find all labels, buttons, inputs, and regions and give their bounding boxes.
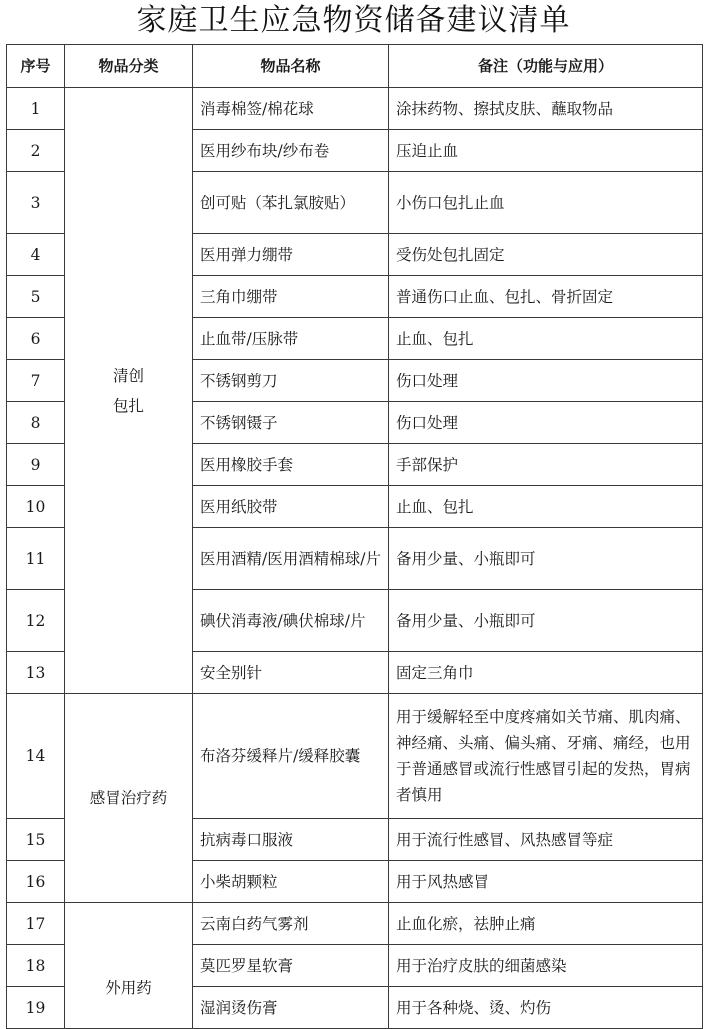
- row-number: 17: [7, 903, 65, 945]
- item-name: 医用酒精/医用酒精棉球/片: [193, 528, 389, 590]
- item-note: 涂抹药物、擦拭皮肤、蘸取物品: [389, 88, 703, 130]
- row-number: 10: [7, 486, 65, 528]
- item-name: 医用弹力绷带: [193, 234, 389, 276]
- row-number: 4: [7, 234, 65, 276]
- item-note: 小伤口包扎止血: [389, 172, 703, 234]
- category-cell-cold-medicine: [65, 694, 193, 903]
- item-name: 三角巾绷带: [193, 276, 389, 318]
- item-note: 固定三角巾: [389, 652, 703, 694]
- item-name: 莫匹罗星软膏: [193, 945, 389, 987]
- item-name: 碘伏消毒液/碘伏棉球/片: [193, 590, 389, 652]
- item-name: 消毒棉签/棉花球: [193, 88, 389, 130]
- item-name: 小柴胡颗粒: [193, 861, 389, 903]
- item-name: 医用橡胶手套: [193, 444, 389, 486]
- item-name: 湿润烫伤膏: [193, 987, 389, 1029]
- item-name: 抗病毒口服液: [193, 819, 389, 861]
- item-name: 不锈钢镊子: [193, 402, 389, 444]
- row-number: 7: [7, 360, 65, 402]
- category-label: 感冒治疗药: [89, 789, 168, 807]
- item-note: 用于流行性感冒、风热感冒等症: [389, 819, 703, 861]
- item-name: 创可贴（苯扎氯胺贴）: [193, 172, 389, 234]
- header-no: 序号: [7, 45, 65, 88]
- item-note: 手部保护: [389, 444, 703, 486]
- item-note: 用于治疗皮肤的细菌感染: [389, 945, 703, 987]
- row-number: 18: [7, 945, 65, 987]
- category-cell-cleaning-bandage: [65, 88, 193, 694]
- row-number: 12: [7, 590, 65, 652]
- header-notes: 备注（功能与应用）: [389, 45, 703, 88]
- row-number: 5: [7, 276, 65, 318]
- category-label: 外用药: [105, 979, 152, 997]
- item-name: 不锈钢剪刀: [193, 360, 389, 402]
- row-number: 3: [7, 172, 65, 234]
- item-name: 医用纸胶带: [193, 486, 389, 528]
- table-row: [7, 88, 703, 130]
- item-note: 普通伤口止血、包扎、骨折固定: [389, 276, 703, 318]
- item-note: 压迫止血: [389, 130, 703, 172]
- row-number: 9: [7, 444, 65, 486]
- item-name: 云南白药气雾剂: [193, 903, 389, 945]
- header-category: 物品分类: [65, 45, 193, 88]
- item-note: 伤口处理: [389, 360, 703, 402]
- category-cell-topical-medicine: [65, 903, 193, 1029]
- row-number: 14: [7, 694, 65, 819]
- header-item-name: 物品名称: [193, 45, 389, 88]
- item-name: 布洛芬缓释片/缓释胶囊: [193, 694, 389, 819]
- item-name: 止血带/压脉带: [193, 318, 389, 360]
- item-note: 止血、包扎: [389, 486, 703, 528]
- item-name: 医用纱布块/纱布卷: [193, 130, 389, 172]
- row-number: 16: [7, 861, 65, 903]
- item-note: 用于风热感冒: [389, 861, 703, 903]
- table-row: [7, 694, 703, 819]
- supply-table: [6, 44, 703, 1029]
- item-note: 受伤处包扎固定: [389, 234, 703, 276]
- item-note: 止血、包扎: [389, 318, 703, 360]
- table-row: [7, 903, 703, 945]
- item-note: 备用少量、小瓶即可: [389, 528, 703, 590]
- page-title: 家庭卫生应急物资储备建议清单: [136, 3, 571, 38]
- row-number: 13: [7, 652, 65, 694]
- item-note: 用于缓解轻至中度疼痛如关节痛、肌肉痛、神经痛、头痛、偏头痛、牙痛、痛经，也用于普通感冒或流行性感冒引起的发热，胃病者慎用: [389, 694, 703, 819]
- row-number: 6: [7, 318, 65, 360]
- row-number: 8: [7, 402, 65, 444]
- category-label: 清创 包扎: [112, 366, 144, 415]
- item-note: 伤口处理: [389, 402, 703, 444]
- row-number: 15: [7, 819, 65, 861]
- row-number: 1: [7, 88, 65, 130]
- row-number: 11: [7, 528, 65, 590]
- item-name: 安全别针: [193, 652, 389, 694]
- item-note: 止血化瘀，祛肿止痛: [389, 903, 703, 945]
- item-note: 备用少量、小瓶即可: [389, 590, 703, 652]
- header-row: [7, 45, 703, 88]
- row-number: 19: [7, 987, 65, 1029]
- item-note: 用于各种烧、烫、灼伤: [389, 987, 703, 1029]
- row-number: 2: [7, 130, 65, 172]
